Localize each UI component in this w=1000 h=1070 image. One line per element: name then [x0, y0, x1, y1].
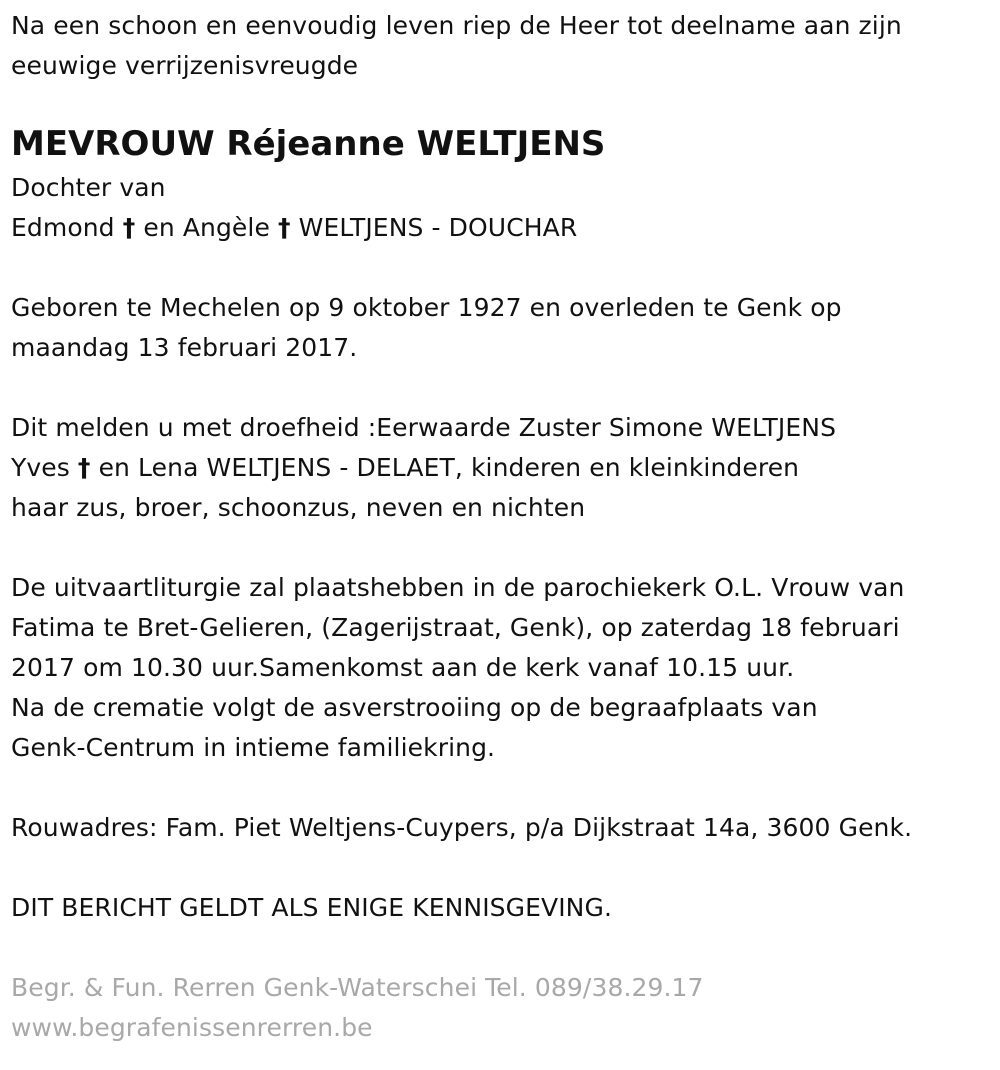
father-name: Edmond	[11, 213, 115, 242]
intro-line: Na een schoon en eenvoudig leven riep de Heer tot deelname aan zijn	[11, 11, 902, 40]
intro-line: eeuwige verrijzenisvreugde	[11, 51, 359, 80]
birth-death-block	[11, 288, 991, 368]
funeral-line: Genk-Centrum in intieme familiekring.	[11, 733, 496, 762]
funeral-line: Na de crematie volgt de asverstrooiing op de begraafplaats van	[11, 693, 818, 722]
birth-death-line: maandag 13 februari 2017.	[11, 333, 358, 362]
obituary-notice	[11, 6, 991, 1048]
mourners-line: haar zus, broer, schoonzus, neven en nichten	[11, 493, 586, 522]
mourners-line: Dit melden u met droefheid :Eerwaarde Zuster Simone WELTJENS	[11, 413, 837, 442]
mourning-address: Rouwadres: Fam. Piet Weltjens-Cuypers, p/a Dijkstraat 14a, 3600 Genk.	[11, 813, 913, 842]
parents-label: Dochter van	[11, 173, 166, 202]
notice-text: DIT BERICHT GELDT ALS ENIGE KENNISGEVING.	[11, 893, 612, 922]
son-name: Yves	[11, 453, 70, 482]
parents-block	[11, 168, 991, 248]
undertaker-website: www.begrafenissenrerren.be	[11, 1013, 373, 1042]
birth-death-line: Geboren te Mechelen op 9 oktober 1927 en overleden te Genk op	[11, 293, 842, 322]
intro-text	[11, 6, 991, 86]
cross-icon: †	[122, 213, 136, 242]
mother-name: en Angèle	[135, 213, 270, 242]
parents-surnames: WELTJENS - DOUCHAR	[290, 213, 578, 242]
undertaker-footer	[11, 968, 991, 1048]
parents-names	[11, 208, 991, 248]
mourners-line	[11, 448, 991, 488]
cross-icon: †	[278, 213, 291, 242]
undertaker-info: Begr. & Fun. Rerren Genk-Waterschei Tel. 089/38.29.17	[11, 973, 704, 1002]
deceased-name: MEVROUW Réjeanne WELTJENS	[11, 124, 606, 164]
funeral-line: Fatima te Bret-Gelieren, (Zagerijstraat, Genk), op zaterdag 18 februari	[11, 613, 900, 642]
funeral-block	[11, 568, 991, 768]
mourners-block	[11, 408, 991, 528]
mourners-rest: en Lena WELTJENS - DELAET, kinderen en kleinkinderen	[90, 453, 800, 482]
funeral-line: De uitvaartliturgie zal plaatshebben in de parochiekerk O.L. Vrouw van	[11, 573, 905, 602]
cross-icon: †	[77, 453, 91, 482]
funeral-line: 2017 om 10.30 uur.Samenkomst aan de kerk vanaf 10.15 uur.	[11, 653, 795, 682]
